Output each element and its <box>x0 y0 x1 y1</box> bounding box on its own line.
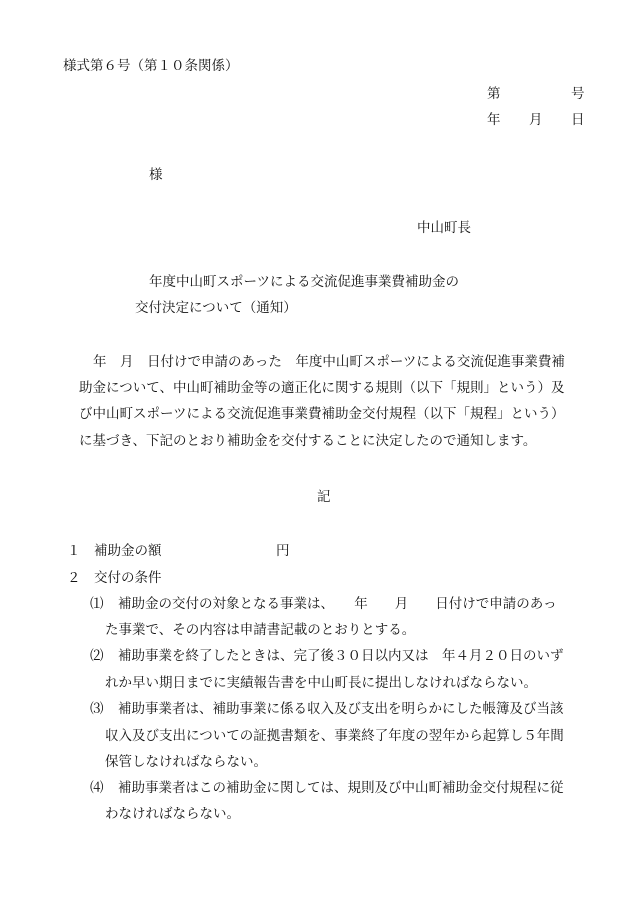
item-1-yen-unit: 円 <box>276 543 290 559</box>
condition-3-line-3: 保管しなければならない。 <box>105 754 267 770</box>
body-line-4: に基づき、下記のとおり補助金を交付することに決定したので通知します。 <box>79 433 537 449</box>
date-year-label: 年 <box>487 112 501 128</box>
form-label: 様式第６号（第１０条関係） <box>63 58 239 74</box>
condition-3-number: ⑶ <box>90 701 104 717</box>
condition-2-number: ⑵ <box>90 648 104 664</box>
body-line-2: 助金について、中山町補助金等の適正化に関する規則（以下「規則」という）及 <box>79 380 565 396</box>
document-number-suffix: 号 <box>571 86 585 102</box>
condition-2-line-2: れか早い期日までに実績報告書を中山町長に提出しなければならない。 <box>105 675 537 691</box>
document-title-line-2: 交付決定について（通知） <box>135 300 297 316</box>
condition-2-line-1: 補助事業を終了したときは、完了後３０日以内又は 年４月２０日のいず <box>118 648 564 664</box>
item-2-conditions-label: ２ 交付の条件 <box>67 570 162 586</box>
condition-3-line-2: 収入及び支出についての証拠書類を、事業終了年度の翌年から起算し５年間 <box>105 728 564 744</box>
item-1-subsidy-amount-label: １ 補助金の額 <box>67 543 162 559</box>
issuer-name: 中山町長 <box>417 220 471 236</box>
body-line-1: 年 月 日付けで申請のあった 年度中山町スポーツによる交流促進事業費補 <box>93 354 565 370</box>
date-month-label: 月 <box>529 112 543 128</box>
condition-4-line-1: 補助事業者はこの補助金に関しては、規則及び中山町補助金交付規程に従 <box>118 780 564 796</box>
document-title-line-1: 年度中山町スポーツによる交流促進事業費補助金の <box>149 274 459 290</box>
ki-heading: 記 <box>317 489 331 505</box>
condition-1-line-2: た事業で、その内容は申請書記載のとおりとする。 <box>105 622 416 638</box>
body-line-3: び中山町スポーツによる交流促進事業費補助金交付規程（以下「規程」という） <box>79 406 565 422</box>
condition-4-number: ⑷ <box>90 780 104 796</box>
condition-1-number: ⑴ <box>90 596 104 612</box>
recipient-honorific: 様 <box>149 167 163 183</box>
condition-3-line-1: 補助事業者は、補助事業に係る収入及び支出を明らかにした帳簿及び当該 <box>118 701 564 717</box>
condition-1-line-1: 補助金の交付の対象となる事業は、 年 月 日付けで申請のあっ <box>118 596 557 612</box>
document-number-prefix: 第 <box>487 86 501 102</box>
date-day-label: 日 <box>571 112 585 128</box>
condition-4-line-2: わなければならない。 <box>105 806 240 822</box>
